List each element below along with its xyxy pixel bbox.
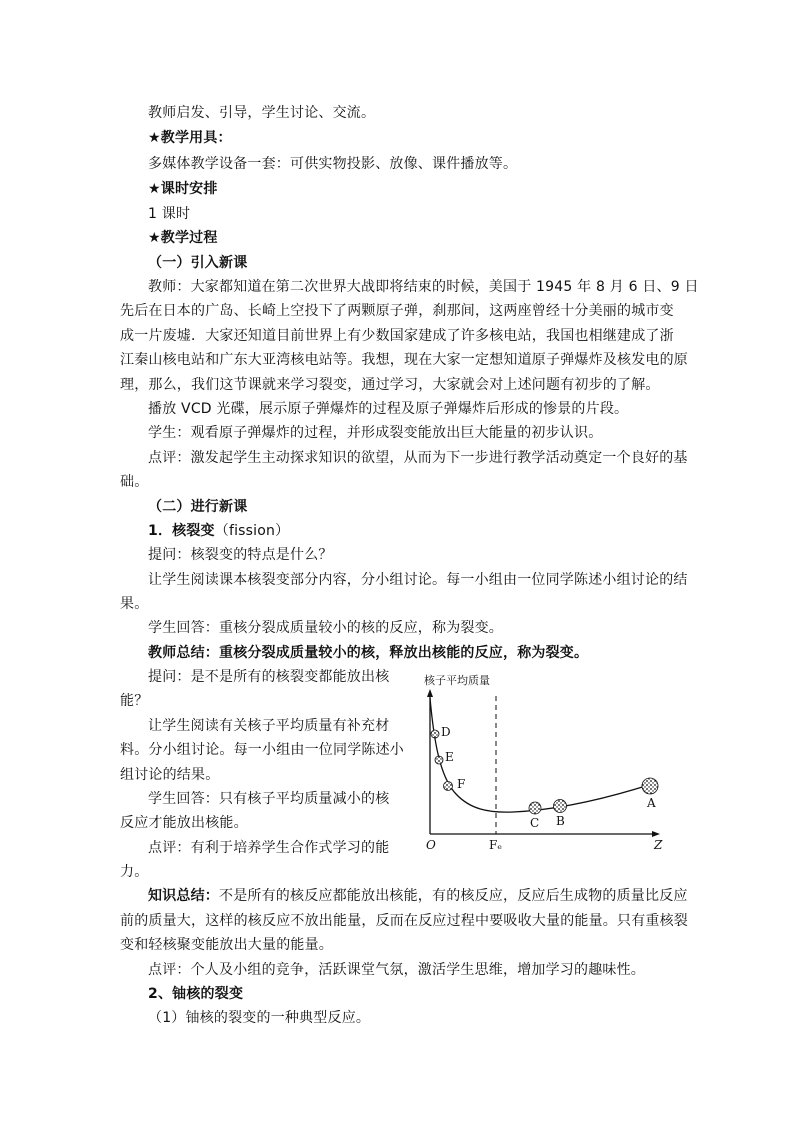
nucleus-a-marker <box>642 778 658 794</box>
heading-nuclear-fission-label: 1．核裂变 <box>148 523 215 539</box>
text-line-teacher-summary: 教师总结：重核分裂成质量较小的核，释放出核能的反应，称为裂变。 <box>148 645 589 661</box>
text-line: 料。分小组讨论。每一小组由一位同学陈述小 <box>120 742 404 758</box>
label-origin: O <box>426 838 436 852</box>
nucleus-b-marker <box>554 800 567 813</box>
knowledge-summary-label: 知识总结： <box>148 888 219 904</box>
y-axis-arrow-icon <box>427 689 433 697</box>
label-d: D <box>441 725 451 739</box>
label-f: F <box>457 777 466 791</box>
nucleus-f-marker <box>444 782 453 791</box>
nucleus-c-marker <box>529 802 541 814</box>
heading-uranium-fission: 2、铀核的裂变 <box>148 986 244 1002</box>
average-nucleon-mass-diagram <box>418 672 674 856</box>
x-axis-arrow-icon <box>652 831 660 837</box>
text-line-knowledge-summary <box>148 887 688 905</box>
text-line: 提问：是不是所有的核裂变都能放出核 <box>148 669 390 685</box>
text-line: 点评：有利于培养学生合作式学习的能 <box>148 840 390 856</box>
label-z: Z <box>654 838 663 852</box>
text-line: 力。 <box>120 864 149 880</box>
heading-nuclear-fission <box>148 522 289 540</box>
text-line: （1）铀核的裂变的一种典型反应。 <box>148 1010 371 1026</box>
knowledge-summary-text: 不是所有的核反应都能放出核能，有的核反应，反应后生成物的质量比反应 <box>219 888 688 904</box>
text-line: 变和轻核聚变能放出大量的能量。 <box>120 937 333 953</box>
nucleus-d-marker <box>431 730 439 738</box>
text-line: 果。 <box>120 596 149 612</box>
text-line: 1 课时 <box>148 206 191 222</box>
y-axis-title: 核子平均质量 <box>424 674 490 687</box>
text-line: 先后在日本的广岛、长崎上空投下了两颗原子弹，刹那间，这两座曾经十分美丽的城市变 <box>120 303 674 319</box>
text-line: 教师：大家都知道在第二次世界大战即将结束的时候，美国于 1945 年 8 月 6 日、9 日 <box>148 279 699 295</box>
heading-new-lesson: （二）进行新课 <box>148 499 248 515</box>
text-line: 点评：个人及小组的竞争，活跃课堂气氛，激活学生思维，增加学习的趣味性。 <box>148 962 645 978</box>
heading-introduce-lesson: （一）引入新课 <box>148 255 248 271</box>
text-line: 提问：核裂变的特点是什么？ <box>148 547 333 563</box>
text-line: 成一片废墟．大家还知道目前世界上有少数国家建成了许多核电站，我国也相继建成了浙 <box>120 328 674 344</box>
label-a: A <box>647 796 656 810</box>
label-b: B <box>556 814 565 828</box>
heading-teaching-tools: ★教学用具： <box>148 130 232 146</box>
label-c: C <box>530 816 540 830</box>
label-e: E <box>445 750 454 764</box>
text-line: 多媒体教学设备一套：可供实物投影、放像、课件播放等。 <box>148 156 518 172</box>
diagram-svg <box>418 672 674 856</box>
text-line: 江秦山核电站和广东大亚湾核电站等。我想，现在大家一定想知道原子弹爆炸及核发电的原 <box>120 352 688 368</box>
text-line: 反应才能放出核能。 <box>120 815 248 831</box>
text-line: 学生回答：重核分裂成质量较小的核的反应，称为裂变。 <box>148 620 503 636</box>
heading-nuclear-fission-en: （fission） <box>214 523 290 539</box>
text-line: 让学生阅读有关核子平均质量有补充材 <box>148 718 390 734</box>
text-line: 点评：激发起学生主动探求知识的欲望，从而为下一步进行教学活动奠定一个良好的基 <box>148 450 688 466</box>
heading-class-time: ★课时安排 <box>148 181 218 197</box>
text-line: 础。 <box>120 474 149 490</box>
text-line: 教师启发、引导，学生讨论、交流。 <box>148 105 376 121</box>
text-line: 组讨论的结果。 <box>120 767 220 783</box>
text-line: 能？ <box>120 693 149 709</box>
heading-teaching-process: ★教学过程 <box>148 230 218 246</box>
text-line: 前的质量大，这样的核反应不放出能量，反而在反应过程中要吸收大量的能量。只有重核裂 <box>120 913 688 929</box>
text-line: 学生回答：只有核子平均质量减小的核 <box>148 791 390 807</box>
text-line: 播放 VCD 光碟，展示原子弹爆炸的过程及原子弹爆炸后形成的惨景的片段。 <box>148 401 629 417</box>
average-mass-curve <box>430 698 652 812</box>
nucleus-e-marker <box>435 756 443 764</box>
label-fe: Fₑ <box>489 838 502 852</box>
text-line: 让学生阅读课本核裂变部分内容，分小组讨论。每一小组由一位同学陈述小组讨论的结 <box>148 572 688 588</box>
text-line: 学生：观看原子弹爆炸的过程，并形成裂变能放出巨大能量的初步认识。 <box>148 425 603 441</box>
text-line: 理，那么，我们这节课就来学习裂变，通过学习，大家就会对上述问题有初步的了解。 <box>120 377 660 393</box>
